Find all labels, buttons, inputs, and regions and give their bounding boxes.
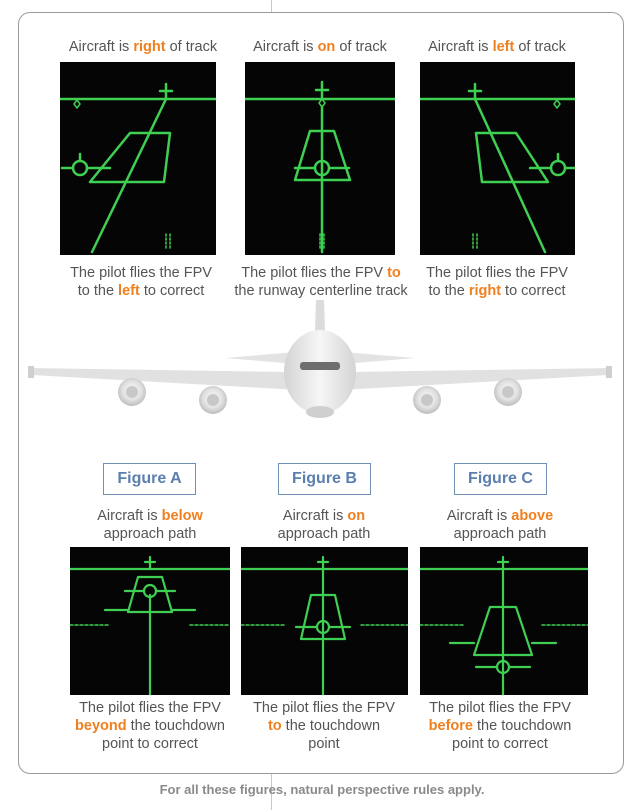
caption-highlight: right — [468, 283, 502, 299]
caption-line — [62, 717, 238, 735]
heading-text: Aircraft is — [428, 39, 493, 55]
caption-highlight: left — [118, 283, 140, 299]
heading-highlight: on — [317, 39, 336, 55]
caption-highlight: before — [428, 718, 473, 734]
figure-a-label: Figure A — [103, 463, 196, 495]
heading-highlight: below — [161, 508, 203, 524]
hud-screen-figure-a — [70, 547, 230, 695]
heading-text: of track — [335, 39, 387, 55]
caption-text: The pilot flies the FPV — [70, 265, 212, 281]
heading-highlight: right — [133, 39, 166, 55]
top-heading-on-track — [240, 38, 400, 56]
heading-highlight: above — [511, 508, 554, 524]
bottom-caption-figure-c — [412, 699, 588, 753]
bottom-heading-on-path — [244, 507, 404, 543]
heading-diamond — [554, 100, 560, 108]
caption-text: the touchdown — [281, 718, 381, 734]
caption-highlight: to — [387, 265, 401, 281]
heading-text: of track — [514, 39, 566, 55]
caption-text: the touchdown — [126, 718, 225, 734]
bottom-heading-below-path — [70, 507, 230, 543]
caption-line — [412, 717, 588, 735]
caption-line — [226, 264, 416, 282]
hud-screen-right-of-track — [60, 62, 216, 255]
heading-text: of track — [165, 39, 218, 55]
heading-line: approach path — [453, 526, 547, 542]
caption-line — [226, 282, 416, 300]
heading-highlight: on — [347, 508, 366, 524]
caption-line: The pilot flies the FPV — [253, 700, 395, 716]
airplane-illustration — [20, 300, 620, 450]
bottom-caption-figure-b — [236, 699, 412, 753]
heading-text: Aircraft is — [282, 508, 348, 524]
hud-screen-on-track — [245, 62, 395, 255]
hud-screen-figure-c — [420, 547, 588, 695]
heading-line — [420, 507, 580, 525]
caption-line — [236, 717, 412, 735]
heading-line: approach path — [103, 526, 197, 542]
bottom-heading-above-path — [420, 507, 580, 543]
flight-path-vector — [73, 161, 87, 175]
runway-centerline — [92, 99, 166, 252]
caption-text: to correct — [501, 283, 566, 299]
heading-text: Aircraft is — [446, 508, 512, 524]
hud-screen-figure-b — [241, 547, 408, 695]
caption-text: to the — [428, 283, 469, 299]
figure-b-label: Figure B — [278, 463, 371, 495]
caption-line: point to correct — [452, 736, 548, 752]
caption-text: the runway centerline track — [234, 283, 408, 299]
caption-text: The pilot flies the FPV — [426, 265, 568, 281]
figure-c-label: Figure C — [454, 463, 547, 495]
heading-text: Aircraft is — [97, 508, 162, 524]
heading-highlight: left — [492, 39, 515, 55]
top-caption-right-of-track — [58, 264, 224, 300]
bottom-caption-figure-a — [62, 699, 238, 753]
heading-line — [244, 507, 404, 525]
flight-path-vector — [551, 161, 565, 175]
caption-line: point — [308, 736, 340, 752]
caption-text: to the — [77, 283, 119, 299]
top-caption-on-track — [226, 264, 416, 300]
top-heading-right-of-track — [60, 38, 226, 56]
caption-highlight: beyond — [75, 718, 127, 734]
heading-line — [70, 507, 230, 525]
caption-line — [58, 282, 224, 300]
caption-line — [414, 282, 580, 300]
caption-line — [414, 264, 580, 282]
heading-text: Aircraft is — [253, 39, 318, 55]
caption-line: point to correct — [102, 736, 198, 752]
runway-outline — [476, 133, 548, 182]
caption-text: the touchdown — [472, 718, 572, 734]
caption-line — [58, 264, 224, 282]
caption-line: The pilot flies the FPV — [429, 700, 571, 716]
runway-centerline — [475, 99, 545, 252]
caption-text: The pilot flies the FPV — [241, 265, 388, 281]
hud-screen-left-of-track — [420, 62, 575, 255]
heading-text: Aircraft is — [68, 39, 134, 55]
heading-line: approach path — [277, 526, 371, 542]
top-heading-left-of-track — [415, 38, 579, 56]
airplane-fuselage — [284, 330, 356, 418]
caption-text: to correct — [139, 283, 205, 299]
caption-highlight: to — [267, 718, 282, 734]
heading-diamond — [74, 100, 80, 108]
caption-line: The pilot flies the FPV — [79, 700, 221, 716]
footer-note: For all these figures, natural perspective rules apply. — [159, 782, 485, 797]
top-caption-left-of-track — [414, 264, 580, 300]
